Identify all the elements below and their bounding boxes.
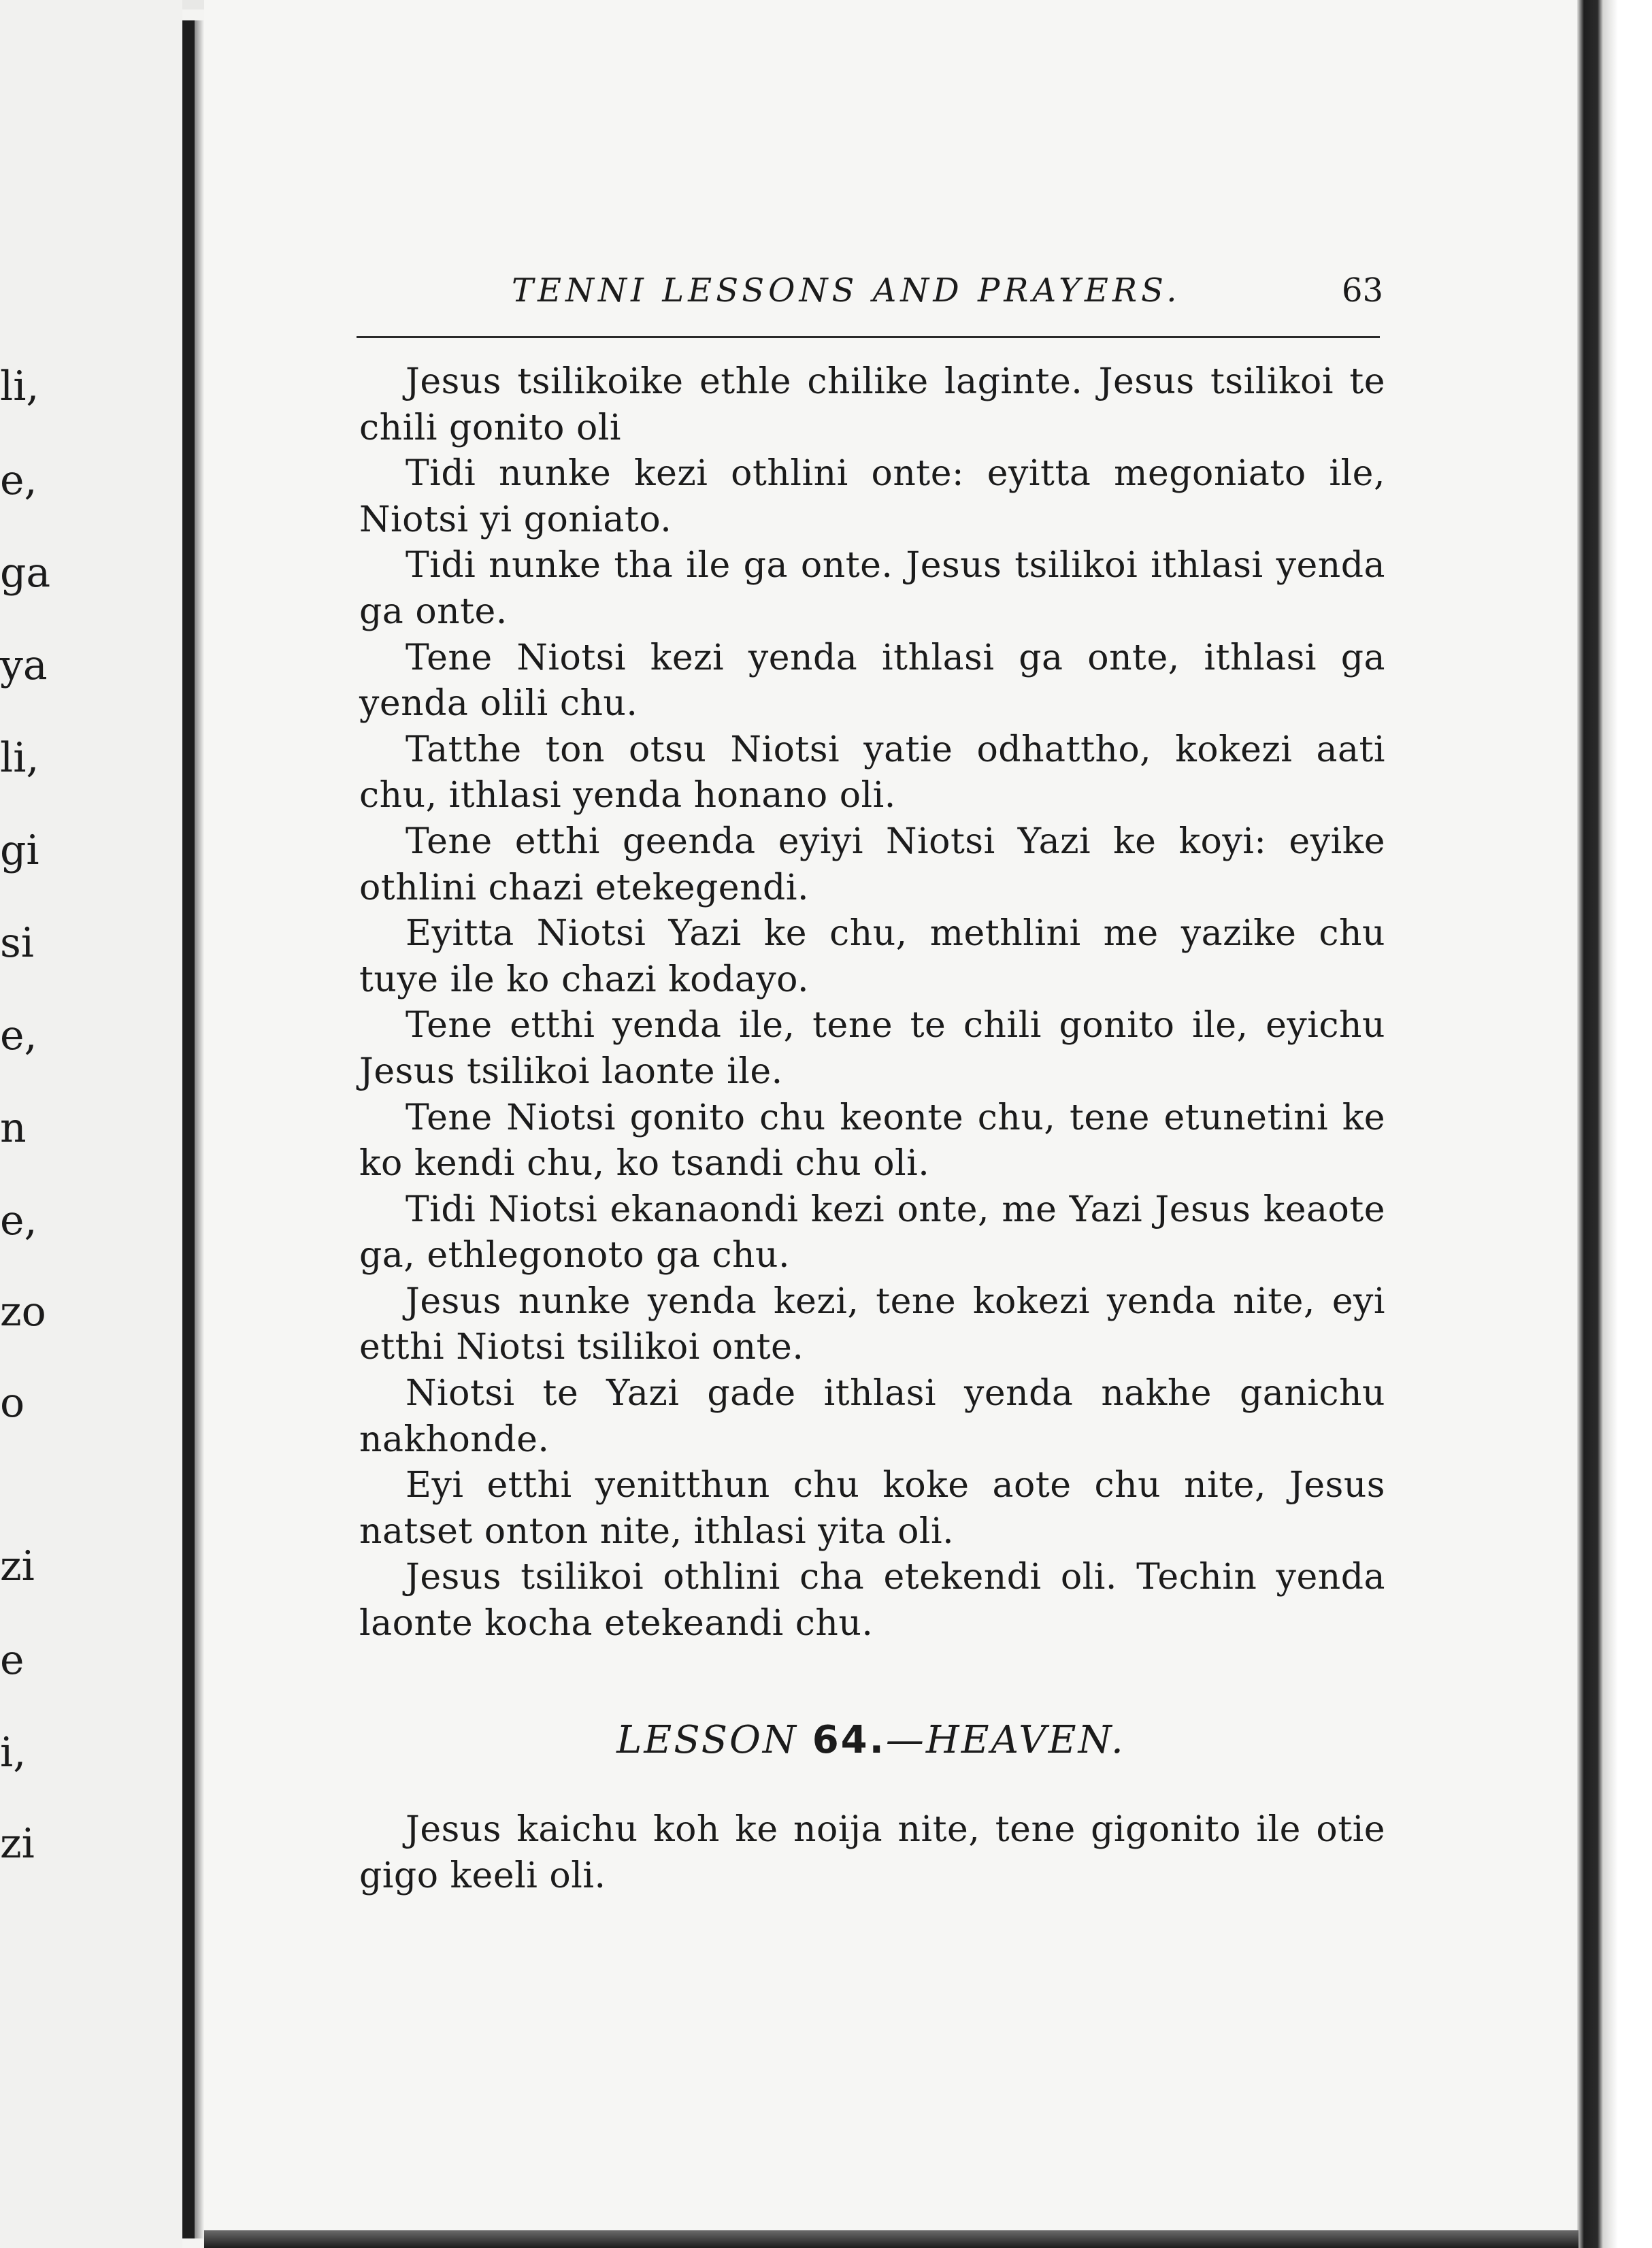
paragraph: Tidi Niotsi ekanaondi kezi onte, me Yazi Jesus keaote ga, ethlegonoto ga chu. xyxy=(359,1189,1385,1276)
lesson-label: LESSON xyxy=(616,1718,798,1762)
paragraph: Jesus nunke yenda kezi, tene kokezi yenda nite, eyi etthi Niotsi tsilikoi onte. xyxy=(359,1280,1385,1368)
lesson-title: —HEAVEN. xyxy=(885,1718,1125,1762)
page-number: 63 xyxy=(1342,271,1384,310)
left-fragment: gi xyxy=(0,827,39,874)
header-rule xyxy=(357,336,1380,338)
left-fragment: ga xyxy=(0,549,51,597)
left-fragment: n xyxy=(0,1104,27,1152)
paragraph: Tatthe ton otsu Niotsi yatie odhattho, kokezi aati chu, ithlasi yenda honano oli. xyxy=(359,729,1385,816)
paragraph: Tene etthi geenda eyiyi Niotsi Yazi ke koyi: eyike othlini chazi etekegendi. xyxy=(359,821,1385,908)
paragraph: Jesus tsilikoi othlini cha etekendi oli. Techin yenda laonte kocha etekeandi chu. xyxy=(359,1557,1385,1644)
left-fragment: e, xyxy=(0,1012,37,1059)
paragraph: Tidi nunke tha ile ga onte. Jesus tsilikoi ithlasi yenda ga onte. xyxy=(359,545,1385,632)
left-fragment: li, xyxy=(0,734,39,782)
body-text xyxy=(359,359,1385,1647)
paragraph: Jesus kaichu koh ke noija nite, tene gigonito ile otie gigo keeli oli. xyxy=(359,1809,1385,1896)
lesson-number: 64. xyxy=(812,1718,886,1762)
page-right-edge xyxy=(1577,0,1652,2248)
left-fragment: o xyxy=(0,1379,25,1427)
paragraph: Eyi etthi yenitthun chu koke aote chu nite, Jesus natset onton nite, ithlasi yita oli. xyxy=(359,1465,1385,1552)
left-fragment: zi xyxy=(0,1542,35,1590)
left-facing-page xyxy=(0,0,182,2248)
left-fragment: li, xyxy=(0,363,39,410)
paragraph: Tene etthi yenda ile, tene te chili gonito ile, eyichu Jesus tsilikoi laonte ile. xyxy=(359,1005,1385,1092)
spine-shadow xyxy=(195,20,204,2238)
paragraph: Tene Niotsi kezi yenda ithlasi ga onte, ithlasi ga yenda olili chu. xyxy=(359,637,1385,725)
lesson-heading xyxy=(357,1713,1385,1768)
left-fragment: e, xyxy=(0,457,37,504)
left-fragment: e, xyxy=(0,1197,37,1244)
left-fragment: zi xyxy=(0,1820,35,1868)
running-head-title: TENNI LESSONS AND PRAYERS. xyxy=(512,271,1181,310)
paragraph: Jesus tsilikoike ethle chilike laginte. Jesus tsilikoi te chili gonito oli xyxy=(359,361,1385,448)
book-spine xyxy=(182,20,195,2238)
left-fragment: zo xyxy=(0,1288,46,1336)
left-fragment: i, xyxy=(0,1729,27,1776)
lesson-body xyxy=(359,1807,1385,1899)
paragraph: Tene Niotsi gonito chu keonte chu, tene etunetini ke ko kendi chu, ko tsandi chu oli. xyxy=(359,1097,1385,1185)
paragraph: Tidi nunke kezi othlini onte: eyitta megoniato ile, Niotsi yi goniato. xyxy=(359,453,1385,540)
paragraph: Eyitta Niotsi Yazi ke chu, methlini me yazike chu tuye ile ko chazi kodayo. xyxy=(359,913,1385,1000)
paragraph: Niotsi te Yazi gade ithlasi yenda nakhe ganichu nakhonde. xyxy=(359,1373,1385,1460)
left-fragment: ya xyxy=(0,642,48,689)
page-bottom-edge xyxy=(204,2230,1579,2248)
left-fragment: e xyxy=(0,1636,24,1684)
left-fragment: si xyxy=(0,919,34,967)
